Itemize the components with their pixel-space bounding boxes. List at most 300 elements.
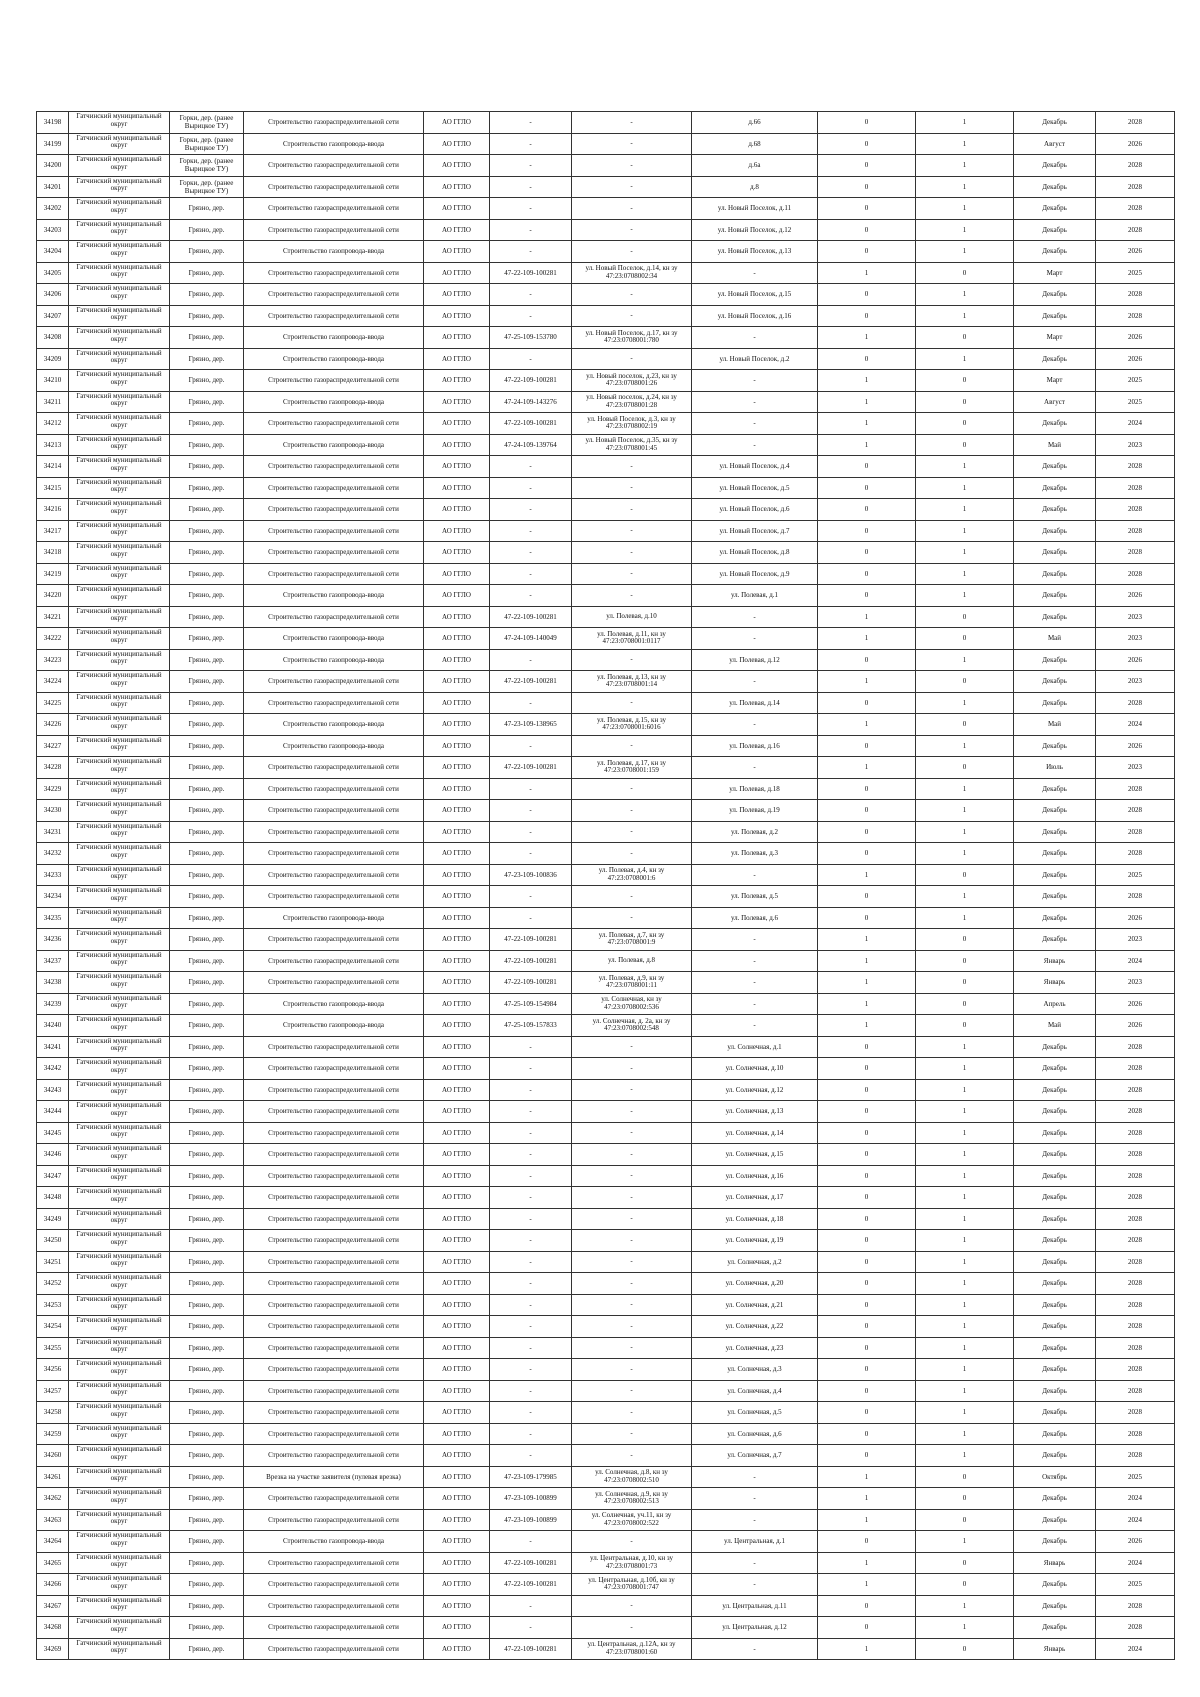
month-cell: Декабрь [1014,1402,1096,1424]
row-number-cell: 34236 [37,929,69,951]
address-cell: ул. Новый Поселок, д.9 [692,563,818,585]
organization-cell: АО ГГЛО [424,864,490,886]
year-cell: 2026 [1096,241,1175,263]
work-type-cell: Строительство газопровода-ввода [244,714,424,736]
work-type-cell: Строительство газопровода-ввода [244,907,424,929]
municipality-cell: Гатчинский муниципальный округ [69,1273,170,1295]
count-b-cell: 1 [916,241,1014,263]
row-number-cell: 34232 [37,843,69,865]
row-number-cell: 34266 [37,1574,69,1596]
row-number-cell: 34253 [37,1294,69,1316]
month-cell: Декабрь [1014,1230,1096,1252]
municipality-cell: Гатчинский муниципальный округ [69,1337,170,1359]
row-number-cell: 34200 [37,155,69,177]
cadastral-address-cell: - [572,176,692,198]
application-number-cell: 47-25-109-153780 [490,327,572,349]
application-number-cell: 47-23-109-100899 [490,1509,572,1531]
count-a-cell: 0 [818,1122,916,1144]
count-a-cell: 1 [818,1509,916,1531]
work-type-cell: Строительство газораспределительной сети [244,1380,424,1402]
cadastral-address-cell: ул. Полевая, д.13, кн зу 47:23:0708001:14 [572,671,692,693]
municipality-cell: Гатчинский муниципальный округ [69,284,170,306]
application-number-cell: - [490,1273,572,1295]
count-a-cell: 0 [818,1165,916,1187]
row-number-cell: 34207 [37,305,69,327]
month-cell: Октябрь [1014,1466,1096,1488]
municipality-cell: Гатчинский муниципальный округ [69,1294,170,1316]
month-cell: Март [1014,327,1096,349]
settlement-cell: Грязно, дер. [170,413,244,435]
table-row [37,1574,1175,1596]
application-number-cell: - [490,1337,572,1359]
work-type-cell: Врезка на участке заявителя (пулевая врезка) [244,1466,424,1488]
cadastral-address-cell: - [572,1617,692,1639]
application-number-cell: 47-22-109-100281 [490,1638,572,1660]
work-type-cell: Строительство газораспределительной сети [244,370,424,392]
count-a-cell: 0 [818,800,916,822]
count-a-cell: 0 [818,1144,916,1166]
row-number-cell: 34257 [37,1380,69,1402]
row-number-cell: 34212 [37,413,69,435]
organization-cell: АО ГГЛО [424,219,490,241]
count-b-cell: 1 [916,563,1014,585]
settlement-cell: Грязно, дер. [170,456,244,478]
count-b-cell: 1 [916,155,1014,177]
table-row [37,628,1175,650]
work-type-cell: Строительство газораспределительной сети [244,1273,424,1295]
count-b-cell: 1 [916,886,1014,908]
year-cell: 2028 [1096,692,1175,714]
row-number-cell: 34223 [37,649,69,671]
address-cell: ул. Новый Поселок, д.7 [692,520,818,542]
cadastral-address-cell: - [572,1165,692,1187]
count-b-cell: 0 [916,606,1014,628]
count-b-cell: 1 [916,112,1014,134]
table-row [37,1488,1175,1510]
settlement-cell: Грязно, дер. [170,1445,244,1467]
address-cell: ул. Полевая, д.3 [692,843,818,865]
table-row [37,198,1175,220]
month-cell: Декабрь [1014,477,1096,499]
address-cell: ул. Солнечная, д.16 [692,1165,818,1187]
table-row [37,1079,1175,1101]
table-row [37,843,1175,865]
settlement-cell: Грязно, дер. [170,1144,244,1166]
month-cell: Декабрь [1014,864,1096,886]
month-cell: Декабрь [1014,1165,1096,1187]
work-type-cell: Строительство газопровода-ввода [244,327,424,349]
year-cell: 2028 [1096,305,1175,327]
year-cell: 2028 [1096,563,1175,585]
organization-cell: АО ГГЛО [424,692,490,714]
table-row [37,1036,1175,1058]
work-type-cell: Строительство газораспределительной сети [244,1187,424,1209]
organization-cell: АО ГГЛО [424,434,490,456]
month-cell: Май [1014,714,1096,736]
work-type-cell: Строительство газораспределительной сети [244,1638,424,1660]
organization-cell: АО ГГЛО [424,348,490,370]
address-cell: ул. Полевая, д.2 [692,821,818,843]
year-cell: 2026 [1096,585,1175,607]
work-type-cell: Строительство газораспределительной сети [244,1617,424,1639]
month-cell: Декабрь [1014,1208,1096,1230]
cadastral-address-cell: - [572,1380,692,1402]
month-cell: Декабрь [1014,1423,1096,1445]
cadastral-address-cell: - [572,1251,692,1273]
month-cell: Май [1014,628,1096,650]
application-number-cell: 47-22-109-100281 [490,370,572,392]
organization-cell: АО ГГЛО [424,1316,490,1338]
cadastral-address-cell: - [572,800,692,822]
count-a-cell: 1 [818,993,916,1015]
month-cell: Декабрь [1014,1509,1096,1531]
count-a-cell: 1 [818,671,916,693]
month-cell: Декабрь [1014,929,1096,951]
work-type-cell: Строительство газораспределительной сети [244,950,424,972]
row-number-cell: 34267 [37,1595,69,1617]
application-number-cell: 47-24-109-139764 [490,434,572,456]
address-cell: ул. Солнечная, д.1 [692,1036,818,1058]
table-row [37,972,1175,994]
year-cell: 2026 [1096,993,1175,1015]
municipality-cell: Гатчинский муниципальный округ [69,241,170,263]
municipality-cell: Гатчинский муниципальный округ [69,391,170,413]
municipality-cell: Гатчинский муниципальный округ [69,133,170,155]
count-b-cell: 1 [916,1595,1014,1617]
count-b-cell: 1 [916,1230,1014,1252]
count-b-cell: 0 [916,1574,1014,1596]
address-cell: ул. Новый Поселок, д.12 [692,219,818,241]
application-number-cell: - [490,112,572,134]
application-number-cell: 47-25-109-154984 [490,993,572,1015]
cadastral-address-cell: ул. Солнечная, уч.11, кн зу 47:23:0708002:522 [572,1509,692,1531]
table-row [37,262,1175,284]
organization-cell: АО ГГЛО [424,1230,490,1252]
table-row [37,284,1175,306]
work-type-cell: Строительство газораспределительной сети [244,1402,424,1424]
cadastral-address-cell: - [572,778,692,800]
cadastral-address-cell: ул. Новый Поселок, д.3, кн зу 47:23:0708002:19 [572,413,692,435]
organization-cell: АО ГГЛО [424,1595,490,1617]
work-type-cell: Строительство газораспределительной сети [244,499,424,521]
year-cell: 2028 [1096,1101,1175,1123]
cadastral-address-cell: - [572,1402,692,1424]
address-cell: - [692,628,818,650]
month-cell: Декабрь [1014,907,1096,929]
count-a-cell: 0 [818,1187,916,1209]
year-cell: 2023 [1096,606,1175,628]
municipality-cell: Гатчинский муниципальный округ [69,1122,170,1144]
table-row [37,155,1175,177]
table-row [37,1359,1175,1381]
application-number-cell: - [490,821,572,843]
count-a-cell: 0 [818,821,916,843]
work-type-cell: Строительство газораспределительной сети [244,778,424,800]
count-a-cell: 0 [818,778,916,800]
organization-cell: АО ГГЛО [424,993,490,1015]
month-cell: Декабрь [1014,563,1096,585]
settlement-cell: Горки, дер. (ранее Вырицкое ТУ) [170,155,244,177]
year-cell: 2026 [1096,1015,1175,1037]
settlement-cell: Грязно, дер. [170,778,244,800]
address-cell: ул. Новый Поселок, д.15 [692,284,818,306]
organization-cell: АО ГГЛО [424,886,490,908]
cadastral-address-cell: - [572,1144,692,1166]
count-b-cell: 0 [916,972,1014,994]
count-a-cell: 1 [818,929,916,951]
row-number-cell: 34229 [37,778,69,800]
month-cell: Декабрь [1014,176,1096,198]
organization-cell: АО ГГЛО [424,1423,490,1445]
work-type-cell: Строительство газораспределительной сети [244,821,424,843]
cadastral-address-cell: ул. Солнечная, д.9, кн зу 47:23:0708002:513 [572,1488,692,1510]
year-cell: 2025 [1096,864,1175,886]
work-type-cell: Строительство газораспределительной сети [244,477,424,499]
table-row [37,907,1175,929]
table-row [37,714,1175,736]
row-number-cell: 34262 [37,1488,69,1510]
address-cell: ул. Солнечная, д.22 [692,1316,818,1338]
month-cell: Декабрь [1014,1531,1096,1553]
table-row [37,219,1175,241]
organization-cell: АО ГГЛО [424,241,490,263]
work-type-cell: Строительство газораспределительной сети [244,219,424,241]
row-number-cell: 34256 [37,1359,69,1381]
work-type-cell: Строительство газопровода-ввода [244,391,424,413]
organization-cell: АО ГГЛО [424,499,490,521]
settlement-cell: Грязно, дер. [170,929,244,951]
municipality-cell: Гатчинский муниципальный округ [69,993,170,1015]
year-cell: 2024 [1096,950,1175,972]
table-row [37,241,1175,263]
settlement-cell: Грязно, дер. [170,284,244,306]
municipality-cell: Гатчинский муниципальный округ [69,1208,170,1230]
table-row [37,434,1175,456]
row-number-cell: 34249 [37,1208,69,1230]
settlement-cell: Грязно, дер. [170,1617,244,1639]
municipality-cell: Гатчинский муниципальный округ [69,1079,170,1101]
organization-cell: АО ГГЛО [424,198,490,220]
organization-cell: АО ГГЛО [424,800,490,822]
settlement-cell: Грязно, дер. [170,1574,244,1596]
work-type-cell: Строительство газораспределительной сети [244,305,424,327]
municipality-cell: Гатчинский муниципальный округ [69,1380,170,1402]
table-row [37,1337,1175,1359]
table-row [37,1015,1175,1037]
count-a-cell: 0 [818,477,916,499]
cadastral-address-cell: - [572,305,692,327]
application-number-cell: 47-22-109-100281 [490,929,572,951]
work-type-cell: Строительство газораспределительной сети [244,757,424,779]
row-number-cell: 34247 [37,1165,69,1187]
table-row [37,1165,1175,1187]
month-cell: Январь [1014,1638,1096,1660]
table-row [37,1294,1175,1316]
count-b-cell: 1 [916,520,1014,542]
table-row [37,671,1175,693]
cadastral-address-cell: - [572,155,692,177]
month-cell: Декабрь [1014,1488,1096,1510]
month-cell: Декабрь [1014,1617,1096,1639]
month-cell: Декабрь [1014,413,1096,435]
municipality-cell: Гатчинский муниципальный округ [69,563,170,585]
row-number-cell: 34252 [37,1273,69,1295]
cadastral-address-cell: - [572,477,692,499]
cadastral-address-cell: ул. Полевая, д.17, кн зу 47:23:0708001:159 [572,757,692,779]
address-cell: ул. Солнечная, д.5 [692,1402,818,1424]
count-a-cell: 0 [818,1251,916,1273]
year-cell: 2023 [1096,671,1175,693]
year-cell: 2023 [1096,757,1175,779]
table-row [37,477,1175,499]
address-cell: ул. Центральная, д.12 [692,1617,818,1639]
settlement-cell: Грязно, дер. [170,993,244,1015]
table-row [37,585,1175,607]
organization-cell: АО ГГЛО [424,843,490,865]
work-type-cell: Строительство газораспределительной сети [244,1208,424,1230]
municipality-cell: Гатчинский муниципальный округ [69,1187,170,1209]
year-cell: 2026 [1096,1531,1175,1553]
settlement-cell: Грязно, дер. [170,1638,244,1660]
table-row [37,800,1175,822]
application-number-cell: - [490,1423,572,1445]
municipality-cell: Гатчинский муниципальный округ [69,929,170,951]
count-a-cell: 1 [818,262,916,284]
work-type-cell: Строительство газораспределительной сети [244,1445,424,1467]
year-cell: 2026 [1096,649,1175,671]
application-number-cell: 47-22-109-100281 [490,757,572,779]
row-number-cell: 34268 [37,1617,69,1639]
year-cell: 2028 [1096,1359,1175,1381]
settlement-cell: Грязно, дер. [170,585,244,607]
application-number-cell: - [490,198,572,220]
row-number-cell: 34250 [37,1230,69,1252]
organization-cell: АО ГГЛО [424,1509,490,1531]
count-a-cell: 0 [818,1445,916,1467]
application-number-cell: - [490,649,572,671]
row-number-cell: 34199 [37,133,69,155]
row-number-cell: 34264 [37,1531,69,1553]
work-type-cell: Строительство газораспределительной сети [244,1230,424,1252]
count-b-cell: 1 [916,219,1014,241]
row-number-cell: 34225 [37,692,69,714]
count-b-cell: 1 [916,1380,1014,1402]
table-row [37,1423,1175,1445]
count-a-cell: 0 [818,843,916,865]
month-cell: Август [1014,391,1096,413]
month-cell: Декабрь [1014,284,1096,306]
organization-cell: АО ГГЛО [424,628,490,650]
municipality-cell: Гатчинский муниципальный округ [69,1101,170,1123]
table-row [37,821,1175,843]
row-number-cell: 34215 [37,477,69,499]
cadastral-address-cell: ул. Центральная, д.12А, кн зу 47:23:0708001:60 [572,1638,692,1660]
table-row [37,1058,1175,1080]
table-row [37,1273,1175,1295]
address-cell: ул. Солнечная, д.18 [692,1208,818,1230]
month-cell: Декабрь [1014,1359,1096,1381]
address-cell: - [692,327,818,349]
cadastral-address-cell: - [572,1294,692,1316]
cadastral-address-cell: - [572,1187,692,1209]
organization-cell: АО ГГЛО [424,155,490,177]
count-b-cell: 1 [916,1208,1014,1230]
count-a-cell: 0 [818,155,916,177]
cadastral-address-cell: ул. Полевая, д.10 [572,606,692,628]
count-a-cell: 1 [818,606,916,628]
month-cell: Декабрь [1014,671,1096,693]
row-number-cell: 34218 [37,542,69,564]
count-a-cell: 0 [818,1273,916,1295]
organization-cell: АО ГГЛО [424,520,490,542]
work-type-cell: Строительство газораспределительной сети [244,1595,424,1617]
application-number-cell: - [490,1445,572,1467]
settlement-cell: Грязно, дер. [170,1595,244,1617]
municipality-cell: Гатчинский муниципальный округ [69,1058,170,1080]
address-cell: ул. Новый Поселок, д.13 [692,241,818,263]
settlement-cell: Грязно, дер. [170,262,244,284]
month-cell: Декабрь [1014,1595,1096,1617]
count-b-cell: 1 [916,477,1014,499]
count-b-cell: 1 [916,542,1014,564]
organization-cell: АО ГГЛО [424,671,490,693]
application-number-cell: - [490,1380,572,1402]
table-row [37,1638,1175,1660]
table-row [37,563,1175,585]
count-a-cell: 1 [818,434,916,456]
application-number-cell: - [490,542,572,564]
settlement-cell: Грязно, дер. [170,671,244,693]
count-b-cell: 1 [916,348,1014,370]
organization-cell: АО ГГЛО [424,284,490,306]
cadastral-address-cell: - [572,456,692,478]
settlement-cell: Грязно, дер. [170,864,244,886]
table-row [37,1122,1175,1144]
settlement-cell: Грязно, дер. [170,1380,244,1402]
address-cell: ул. Центральная, д.1 [692,1531,818,1553]
organization-cell: АО ГГЛО [424,1402,490,1424]
cadastral-address-cell: ул. Солнечная, д.8, кн зу 47:23:0708002:510 [572,1466,692,1488]
settlement-cell: Грязно, дер. [170,1230,244,1252]
application-number-cell: - [490,1144,572,1166]
count-a-cell: 0 [818,886,916,908]
cadastral-address-cell: - [572,1531,692,1553]
table-body [37,112,1175,1660]
row-number-cell: 34239 [37,993,69,1015]
row-number-cell: 34246 [37,1144,69,1166]
year-cell: 2028 [1096,1337,1175,1359]
year-cell: 2025 [1096,370,1175,392]
application-number-cell: 47-22-109-100281 [490,671,572,693]
application-number-cell: - [490,1617,572,1639]
application-number-cell: 47-22-109-100281 [490,972,572,994]
cadastral-address-cell: - [572,1122,692,1144]
count-a-cell: 0 [818,133,916,155]
settlement-cell: Грязно, дер. [170,219,244,241]
application-number-cell: - [490,1294,572,1316]
count-a-cell: 0 [818,907,916,929]
count-b-cell: 0 [916,864,1014,886]
work-type-cell: Строительство газораспределительной сети [244,1294,424,1316]
year-cell: 2024 [1096,413,1175,435]
organization-cell: АО ГГЛО [424,1445,490,1467]
count-a-cell: 0 [818,692,916,714]
count-b-cell: 1 [916,1445,1014,1467]
municipality-cell: Гатчинский муниципальный округ [69,1316,170,1338]
settlement-cell: Горки, дер. (ранее Вырицкое ТУ) [170,112,244,134]
application-number-cell: 47-22-109-100281 [490,1574,572,1596]
settlement-cell: Грязно, дер. [170,907,244,929]
